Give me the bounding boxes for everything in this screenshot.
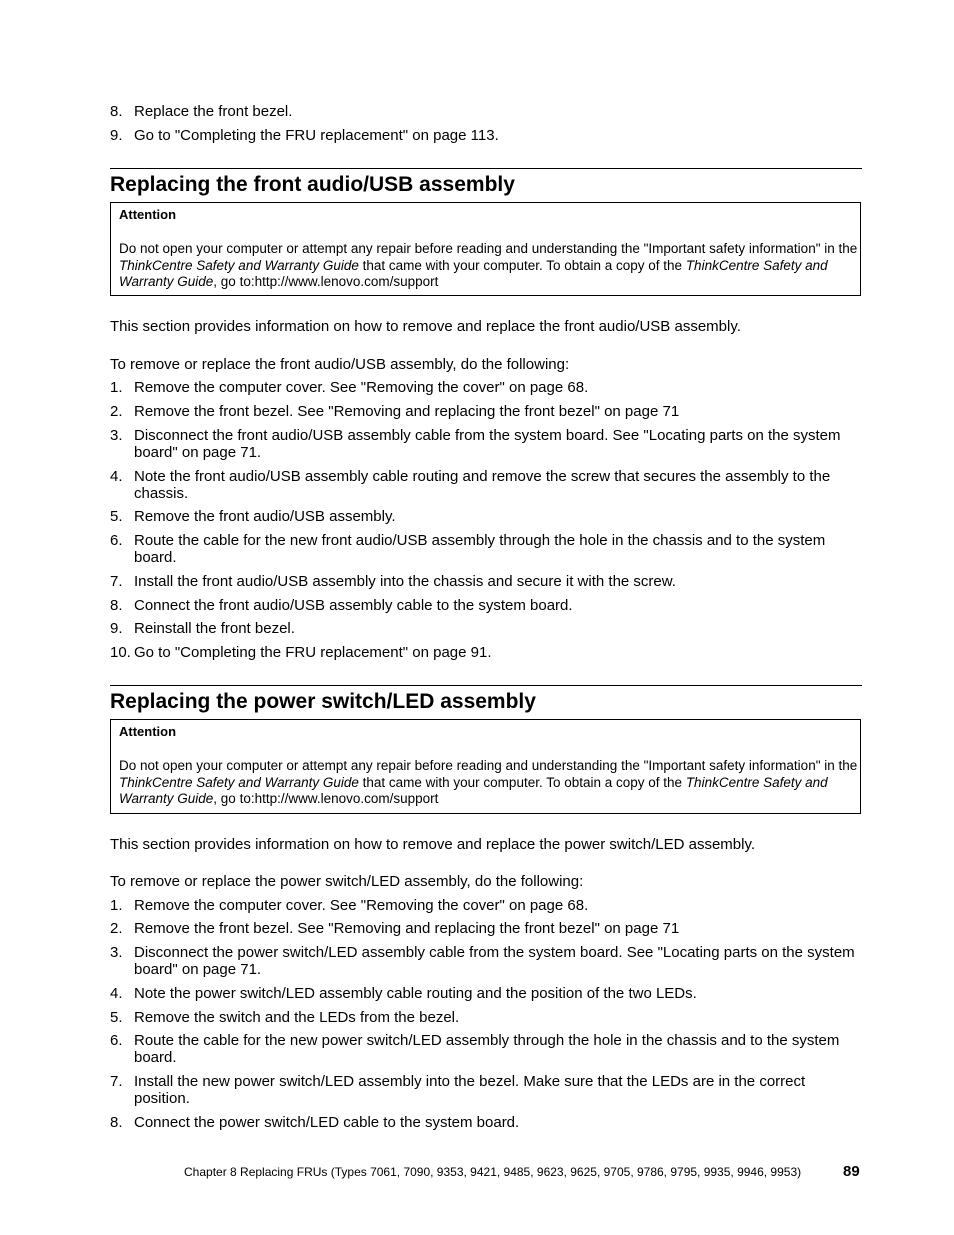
- list-item: [110, 1032, 862, 1066]
- step-number: 6.: [110, 532, 123, 549]
- section-divider: [110, 685, 862, 686]
- attention-title: Attention: [119, 724, 177, 739]
- list-item: [110, 620, 862, 637]
- guide-title: ThinkCentre Safety and Warranty Guide: [119, 257, 828, 290]
- list-item: [110, 427, 862, 461]
- step-number: 6.: [110, 1032, 123, 1049]
- step-text: Install the new power switch/LED assembly into the bezel. Make sure that the LEDs are in the correct position.: [134, 1073, 806, 1107]
- attention-text-part: that came with your computer. To obtain a copy of the: [358, 257, 686, 273]
- attention-text: [119, 758, 859, 808]
- list-item: [110, 644, 862, 661]
- step-number: 3.: [110, 944, 123, 961]
- list-item: [110, 897, 862, 914]
- list-item: [110, 985, 862, 1002]
- step-text: Route the cable for the new front audio/USB assembly through the hole in the chassis and to the system board.: [134, 532, 826, 566]
- step-number: 7.: [110, 1073, 123, 1090]
- guide-title: ThinkCentre Safety and Warranty Guide: [119, 257, 359, 273]
- list-item: [110, 920, 862, 937]
- list-item: [110, 1114, 862, 1131]
- step-text: Reinstall the front bezel.: [134, 620, 295, 637]
- step-number: 2.: [110, 403, 123, 420]
- list-item: [110, 127, 862, 144]
- list-item: [110, 532, 862, 566]
- step-text: Remove the switch and the LEDs from the bezel.: [134, 1009, 460, 1026]
- step-number: 9.: [110, 127, 123, 144]
- step-text: Remove the front bezel. See "Removing and replacing the front bezel" on page 71: [134, 403, 680, 420]
- step-text: Disconnect the front audio/USB assembly cable from the system board. See "Locating parts on the system board" on page 71.: [134, 427, 841, 461]
- chapter-footer: Chapter 8 Replacing FRUs (Types 7061, 7090, 9353, 9421, 9485, 9623, 9625, 9705, 9786, 9795, 9935, 9946, 9953): [184, 1165, 802, 1179]
- step-text: Disconnect the power switch/LED assembly cable from the system board. See "Locating parts on the system board" on page 71.: [134, 944, 855, 978]
- section-intro: This section provides information on how to remove and replace the front audio/USB assembly.: [110, 318, 741, 335]
- section-divider: [110, 168, 862, 169]
- attention-text-part: that came with your computer. To obtain a copy of the: [358, 774, 686, 790]
- step-text: Install the front audio/USB assembly into the chassis and secure it with the screw.: [134, 573, 676, 590]
- step-number: 8.: [110, 1114, 123, 1131]
- list-item: [110, 103, 862, 120]
- page-number: 89: [843, 1163, 860, 1180]
- attention-box: [110, 202, 861, 296]
- step-number: 8.: [110, 597, 123, 614]
- step-number: 7.: [110, 573, 123, 590]
- step-text: Route the cable for the new power switch/LED assembly through the hole in the chassis and to the system board.: [134, 1032, 840, 1066]
- step-text: Connect the front audio/USB assembly cable to the system board.: [134, 597, 573, 614]
- step-number: 10.: [110, 644, 131, 661]
- attention-text-part: Do not open your computer or attempt any repair before reading and understanding the "Important safety information" in the: [119, 758, 858, 773]
- step-number: 8.: [110, 103, 123, 120]
- list-item: [110, 379, 862, 396]
- section-intro: This section provides information on how to remove and replace the power switch/LED assembly.: [110, 836, 756, 853]
- step-text: Note the power switch/LED assembly cable routing and the position of the two LEDs.: [134, 985, 697, 1002]
- step-number: 5.: [110, 1009, 123, 1026]
- procedure-lead: To remove or replace the power switch/LED assembly, do the following:: [110, 873, 584, 890]
- list-item: [110, 597, 862, 614]
- attention-title: Attention: [119, 207, 177, 222]
- step-text: Remove the computer cover. See "Removing the cover" on page 68.: [134, 379, 589, 396]
- guide-title: ThinkCentre Safety and Warranty Guide: [119, 774, 359, 790]
- step-number: 2.: [110, 920, 123, 937]
- step-text: Remove the computer cover. See "Removing the cover" on page 68.: [134, 897, 589, 914]
- list-item: [110, 1073, 862, 1107]
- step-text: Remove the front bezel. See "Removing and replacing the front bezel" on page 71: [134, 920, 680, 937]
- step-number: 1.: [110, 897, 123, 914]
- step-text: Remove the front audio/USB assembly.: [134, 508, 396, 525]
- step-text: Go to "Completing the FRU replacement" on page 91.: [134, 644, 492, 661]
- procedure-lead: To remove or replace the front audio/USB assembly, do the following:: [110, 356, 570, 373]
- step-number: 4.: [110, 468, 123, 485]
- attention-box: [110, 719, 861, 814]
- step-number: 9.: [110, 620, 123, 637]
- step-text: Note the front audio/USB assembly cable routing and remove the screw that secures the assembly to the chassis.: [134, 468, 831, 502]
- list-item: [110, 403, 862, 420]
- attention-text-part: Do not open your computer or attempt any repair before reading and understanding the "Important safety information" in the: [119, 241, 858, 256]
- list-item: [110, 573, 862, 590]
- list-item: [110, 1009, 862, 1026]
- step-text: Connect the power switch/LED cable to the system board.: [134, 1114, 520, 1131]
- list-item: [110, 508, 862, 525]
- section-title: Replacing the power switch/LED assembly: [110, 690, 536, 713]
- step-text: Replace the front bezel.: [134, 103, 293, 120]
- step-text: Go to "Completing the FRU replacement" on page 113.: [134, 127, 499, 144]
- guide-title: ThinkCentre Safety and Warranty Guide: [119, 774, 828, 807]
- attention-text-part: , go to:http://www.lenovo.com/support: [213, 274, 439, 290]
- step-number: 3.: [110, 427, 123, 444]
- step-number: 1.: [110, 379, 123, 396]
- attention-text: [119, 241, 859, 291]
- section-title: Replacing the front audio/USB assembly: [110, 173, 515, 196]
- step-number: 5.: [110, 508, 123, 525]
- list-item: [110, 468, 862, 502]
- step-number: 4.: [110, 985, 123, 1002]
- list-item: [110, 944, 862, 978]
- attention-text-part: , go to:http://www.lenovo.com/support: [213, 791, 439, 807]
